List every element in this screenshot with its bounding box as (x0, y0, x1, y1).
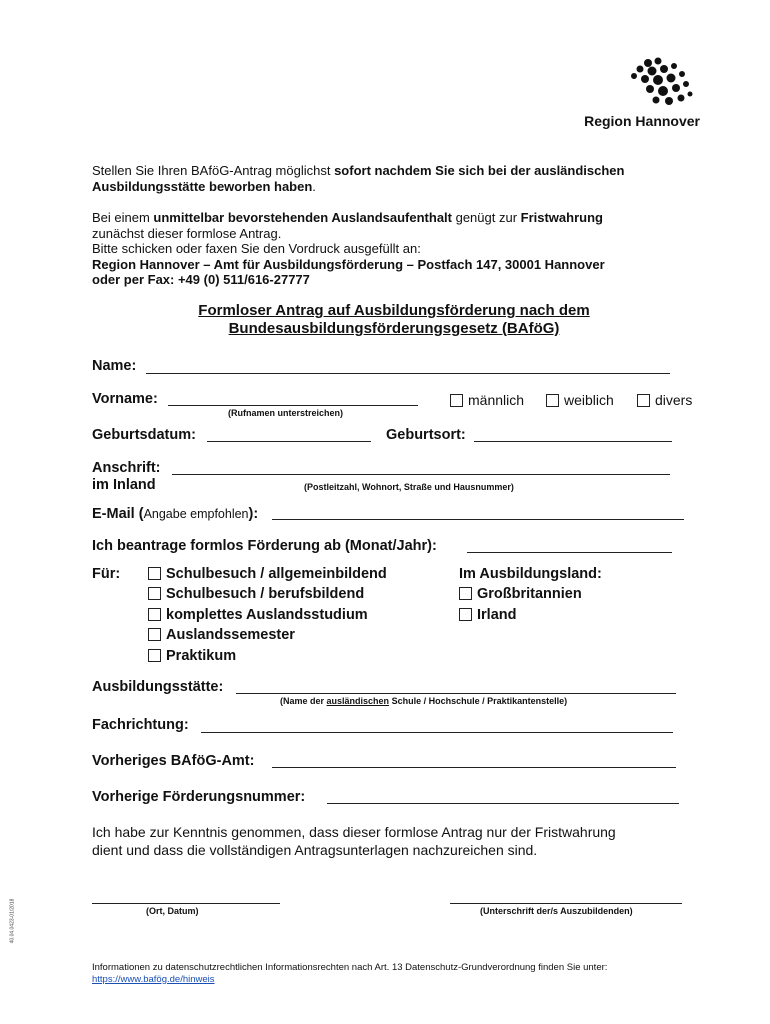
checkbox[interactable] (459, 608, 472, 621)
geburtsdatum-label: Geburtsdatum: (92, 427, 196, 443)
name-field[interactable] (146, 373, 670, 374)
vorname-field[interactable] (168, 405, 418, 406)
intro-paragraph-2: Bei einem unmittelbar bevorstehenden Auslandsaufenthalt genügt zur Fristwahrung zunächst dieser formlose Antrag. Bitte schicken oder faxen Sie den Vordruck ausgefüllt an: Region Hannover – Amt für Ausbildungsförderung – Postfach 147, 30001 Hannover oder per Fax: +49 (0) 511/616-27777 (92, 210, 605, 287)
anschrift-hint: (Postleitzahl, Wohnort, Straße und Hausnummer) (304, 482, 514, 492)
bafoeg-hinweis-link[interactable]: https://www.bafög.de/hinweis (92, 974, 215, 985)
gender-option-weiblich[interactable]: weiblich (546, 392, 614, 408)
foerderungsnummer-label: Vorherige Förderungsnummer: (92, 789, 306, 805)
checkbox[interactable] (637, 394, 650, 407)
geburtsort-label: Geburtsort: (386, 427, 466, 443)
checkbox[interactable] (148, 567, 161, 580)
anschrift-field[interactable] (172, 474, 670, 475)
option-grossbritannien[interactable]: Großbritannien (459, 586, 582, 602)
gender-option-divers[interactable]: divers (637, 392, 692, 408)
name-label: Name: (92, 358, 137, 374)
region-hannover-logo (584, 56, 700, 132)
ausbildungsstaette-hint: (Name der ausländischen Schule / Hochschule / Praktikantenstelle) (280, 696, 568, 706)
checkbox[interactable] (148, 587, 161, 600)
vorheriges-amt-label: Vorheriges BAföG-Amt: (92, 753, 255, 769)
fuer-label: Für: (92, 566, 121, 582)
gender-option-maennlich[interactable]: männlich (450, 392, 524, 408)
geburtsdatum-field[interactable] (207, 441, 371, 442)
checkbox[interactable] (459, 587, 472, 600)
checkbox[interactable] (148, 608, 161, 621)
checkbox[interactable] (148, 649, 161, 662)
foerderungsnummer-field[interactable] (327, 803, 679, 804)
unterschrift-label: (Unterschrift der/s Auszubildenden) (480, 906, 633, 916)
vorheriges-amt-field[interactable] (272, 767, 676, 768)
declaration-text: Ich habe zur Kenntnis genommen, dass dieser formlose Antrag nur der Fristwahrung dient und dass die vollständigen Antragsunterlagen nachzureichen sind. (92, 824, 616, 858)
option-irland[interactable]: Irland (459, 607, 516, 623)
logo-text: Region Hannover (584, 113, 700, 129)
ausbildungsland-label: Im Ausbildungsland: (459, 566, 602, 582)
fachrichtung-label: Fachrichtung: (92, 717, 189, 733)
logo-dots-icon (628, 56, 698, 108)
fachrichtung-field[interactable] (201, 732, 673, 733)
ort-datum-field[interactable] (92, 903, 280, 904)
ausbildungsstaette-field[interactable] (236, 693, 676, 694)
option-praktikum[interactable]: Praktikum (148, 648, 236, 664)
email-label: E-Mail (Angabe empfohlen): (92, 506, 259, 522)
vorname-label: Vorname: (92, 391, 158, 407)
checkbox[interactable] (450, 394, 463, 407)
foerderung-ab-field[interactable] (467, 552, 672, 553)
form-title: Formloser Antrag auf Ausbildungsförderung nach dem Bundesausbildungsförderungsgesetz (BAföG) (198, 302, 590, 337)
foerderung-ab-label: Ich beantrage formlos Förderung ab (Monat/Jahr): (92, 538, 437, 554)
footer-text: Informationen zu datenschutzrechtlichen Informationsrechten nach Art. 13 Datenschutz-Grundverordnung finden Sie unter: https://www.bafög.de/hinweis (92, 962, 608, 985)
unterschrift-field[interactable] (450, 903, 682, 904)
checkbox[interactable] (148, 628, 161, 641)
option-schulbesuch-allgemeinbildend[interactable]: Schulbesuch / allgemeinbildend (148, 566, 387, 582)
anschrift-label: Anschrift: (92, 460, 161, 476)
im-inland-label: im Inland (92, 477, 156, 493)
option-auslandssemester[interactable]: Auslandssemester (148, 627, 295, 643)
option-komplettes-auslandsstudium[interactable]: komplettes Auslandsstudium (148, 607, 368, 623)
email-field[interactable] (272, 519, 684, 520)
ort-datum-label: (Ort, Datum) (146, 906, 199, 916)
option-schulbesuch-berufsbildend[interactable]: Schulbesuch / berufsbildend (148, 586, 364, 602)
side-form-code: 40.04.0423-01/2018 (9, 898, 16, 944)
rufnamen-hint: (Rufnamen unterstreichen) (228, 408, 344, 418)
checkbox[interactable] (546, 394, 559, 407)
geburtsort-field[interactable] (474, 441, 672, 442)
ausbildungsstaette-label: Ausbildungsstätte: (92, 679, 224, 695)
intro-paragraph-1: Stellen Sie Ihren BAföG-Antrag möglichst sofort nachdem Sie sich bei der ausländischen Ausbildungsstätte beworben haben. (92, 163, 625, 194)
